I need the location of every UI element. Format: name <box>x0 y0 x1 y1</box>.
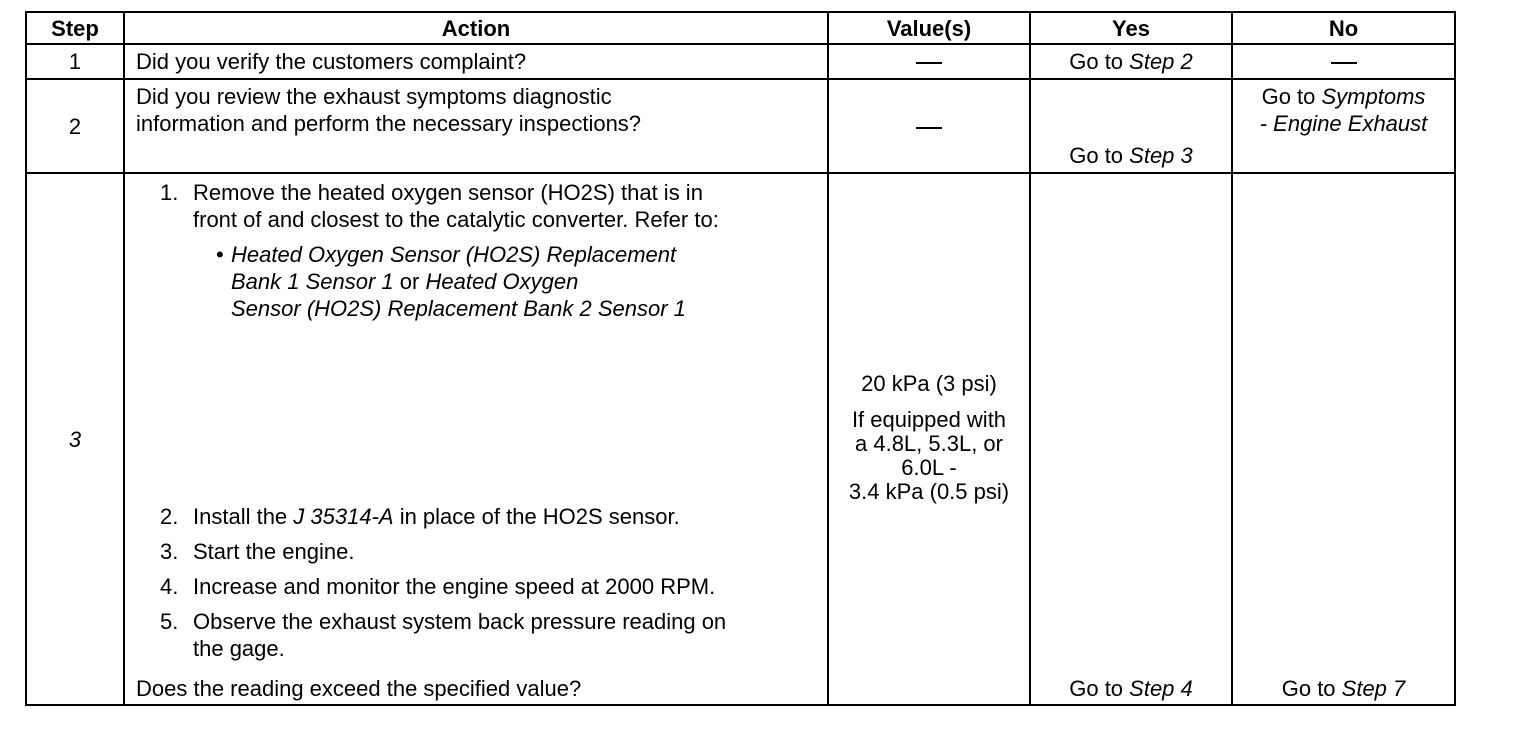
action-line: the gage. <box>193 636 285 661</box>
yes-cell <box>1030 44 1232 79</box>
value-cell <box>828 173 1030 705</box>
header-action: Action <box>124 12 828 44</box>
list-item <box>136 179 821 233</box>
substep-number: 4. <box>160 574 179 599</box>
substep-number: 5. <box>160 609 179 634</box>
header-no: No <box>1232 12 1455 44</box>
value-alt: 3.4 kPa (0.5 psi) <box>848 479 1010 504</box>
value-alt: a 4.8L, 5.3L, or <box>855 431 1003 456</box>
substep-number: 2. <box>160 504 179 529</box>
step-number: 1 <box>26 44 124 79</box>
no-link: Symptoms <box>1321 84 1426 109</box>
action-line: information and perform the necessary inspections? <box>136 111 642 136</box>
yes-prefix: Go to <box>1069 676 1130 701</box>
list-item <box>136 573 821 600</box>
action-line: Start the engine. <box>193 539 355 564</box>
table-row <box>26 44 1455 79</box>
action-question: Does the reading exceed the specified value? <box>136 676 582 701</box>
reference-link: Sensor (HO2S) Replacement Bank 2 Sensor 1 <box>231 296 686 321</box>
value-alt: If equipped with <box>851 407 1007 432</box>
no-link: - Engine Exhaust <box>1259 111 1428 136</box>
action-text <box>124 79 828 173</box>
step-number-text: 3 <box>68 426 82 452</box>
dash-mark <box>916 127 942 129</box>
diagnostic-table <box>25 11 1456 706</box>
action-line: Observe the exhaust system back pressure reading on <box>193 609 727 634</box>
reference-link: Heated Oxygen <box>425 269 579 294</box>
substep-number: 3. <box>160 539 179 564</box>
bullet-mark: • <box>216 242 224 267</box>
no-prefix: Go to <box>1281 676 1342 701</box>
tool-reference: J 35314-A <box>293 504 394 529</box>
yes-link: Step 2 <box>1129 49 1193 74</box>
action-text <box>124 173 828 705</box>
header-values: Value(s) <box>828 12 1030 44</box>
dash-mark <box>916 62 942 64</box>
action-line: in place of the HO2S sensor. <box>393 504 680 529</box>
table-row <box>26 79 1455 173</box>
yes-link: Step 3 <box>1129 143 1193 168</box>
action-line: front of and closest to the catalytic converter. Refer to: <box>193 207 719 232</box>
dash-mark <box>1331 62 1357 64</box>
no-cell <box>1232 44 1455 79</box>
header-yes: Yes <box>1030 12 1232 44</box>
action-text: Did you verify the customers complaint? <box>124 44 828 79</box>
substep-number: 1. <box>160 180 179 205</box>
yes-cell <box>1030 79 1232 173</box>
step-number <box>26 173 124 705</box>
no-link: Step 7 <box>1341 676 1406 701</box>
no-cell <box>1232 173 1455 705</box>
reference-bullet <box>136 241 821 322</box>
value-cell <box>828 44 1030 79</box>
yes-cell <box>1030 173 1232 705</box>
no-prefix: Go to <box>1261 84 1322 109</box>
header-row <box>26 12 1455 44</box>
value-alt: 6.0L - <box>901 455 957 480</box>
action-line: Remove the heated oxygen sensor (HO2S) that is in <box>193 180 703 205</box>
list-item <box>136 503 821 530</box>
header-step: Step <box>26 12 124 44</box>
reference-or: or <box>393 269 426 294</box>
reference-link: Heated Oxygen Sensor (HO2S) Replacement <box>231 242 677 267</box>
list-item <box>136 538 821 565</box>
value-cell <box>828 79 1030 173</box>
yes-prefix: Go to <box>1069 49 1130 74</box>
yes-link: Step 4 <box>1129 676 1193 701</box>
value-main: 20 kPa (3 psi) <box>861 371 997 396</box>
table-row <box>26 173 1455 705</box>
action-line: Install the <box>193 504 294 529</box>
action-line: Did you review the exhaust symptoms diagnostic <box>136 84 612 109</box>
yes-prefix: Go to <box>1069 143 1130 168</box>
no-cell <box>1232 79 1455 173</box>
action-line: Increase and monitor the engine speed at 2000 RPM. <box>193 574 716 599</box>
reference-link: Bank 1 Sensor 1 <box>231 269 394 294</box>
list-item <box>136 608 821 662</box>
step-number: 2 <box>26 79 124 173</box>
